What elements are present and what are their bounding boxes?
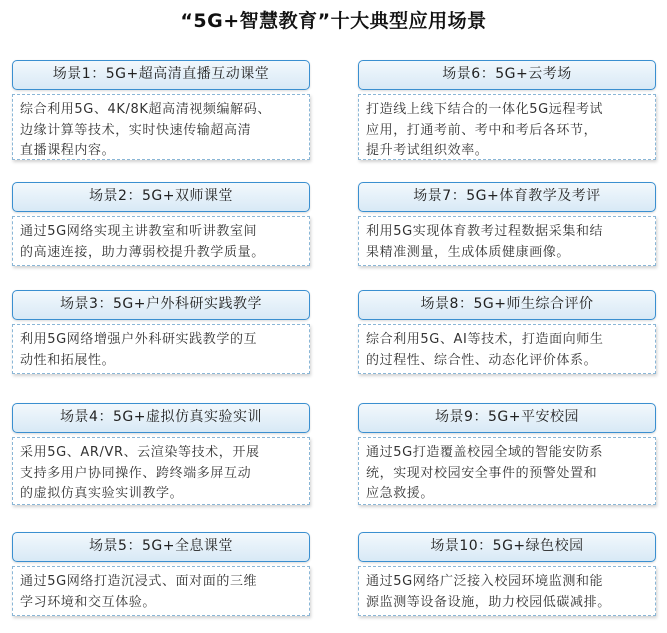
description-line: 应急救援。	[366, 486, 435, 501]
description-line: 通过5G网络实现主讲教室和听讲教室间	[20, 224, 258, 239]
description-line: 的高速连接，助力薄弱校提升教学质量。	[20, 244, 265, 260]
description-line: 动性和拓展性。	[20, 352, 116, 368]
scenario-description	[358, 216, 656, 266]
scenario-heading: 场景1：5G+超高清直播互动课堂	[12, 60, 310, 90]
description-line: 利用5G网络增强户外科研实践教学的互	[20, 332, 258, 347]
description-line: 直播课程内容。	[20, 143, 116, 158]
description-line: 综合利用5G、4K/8K超高清视频编解码、	[20, 102, 271, 117]
scenario-heading: 场景5：5G+全息课堂	[12, 532, 310, 562]
scenario-description	[12, 566, 310, 616]
scenario-heading: 场景3：5G+户外科研实践教学	[12, 290, 310, 320]
scenario-heading: 场景7：5G+体育教学及考评	[358, 182, 656, 212]
scenario-description	[358, 566, 656, 616]
scenario-description	[12, 437, 310, 505]
description-line: 果精准测量，生成体质健康画像。	[366, 244, 571, 260]
scenario-description	[358, 437, 656, 505]
scenario-heading: 场景4：5G+虚拟仿真实验实训	[12, 403, 310, 433]
description-line: 支持多用户协同操作、跨终端多屏互动	[20, 465, 252, 481]
scenario-heading: 场景2：5G+双师课堂	[12, 182, 310, 212]
scenario-description	[12, 94, 310, 160]
scenario-description	[358, 94, 656, 160]
scenario-heading: 场景9：5G+平安校园	[358, 403, 656, 433]
page-title: “5G+智慧教育”十大典型应用场景	[180, 10, 487, 32]
scenario-description	[12, 216, 310, 266]
description-line: 通过5G网络广泛接入校园环境监测和能	[366, 574, 604, 589]
description-line: 学习环境和交互体验。	[20, 594, 157, 610]
description-line: 利用5G实现体育教考过程数据采集和结	[366, 224, 604, 239]
description-line: 综合利用5G、AI等技术，打造面向师生	[366, 332, 604, 347]
description-line: 通过5G打造覆盖校园全域的智能安防系	[366, 445, 604, 460]
scenario-description	[358, 324, 656, 374]
description-line: 通过5G网络打造沉浸式、面对面的三维	[20, 574, 258, 589]
description-line: 应用，打通考前、考中和考后各环节，	[366, 122, 598, 138]
scenario-heading: 场景6：5G+云考场	[358, 60, 656, 90]
description-line: 的虚拟仿真实验实训教学。	[20, 486, 184, 501]
description-line: 的过程性、综合性、动态化评价体系。	[366, 352, 598, 368]
scenario-description	[12, 324, 310, 374]
description-line: 提升考试组织效率。	[366, 143, 489, 158]
scenario-heading: 场景8：5G+师生综合评价	[358, 290, 656, 320]
description-line: 采用5G、AR/VR、云渲染等技术，开展	[20, 445, 260, 460]
scenario-heading: 场景10：5G+绿色校园	[358, 532, 656, 562]
description-line: 源监测等设备设施，助力校园低碳减排。	[366, 594, 611, 610]
description-line: 打造线上线下结合的一体化5G远程考试	[366, 102, 604, 117]
description-line: 边缘计算等技术，实时快速传输超高清	[20, 122, 252, 138]
description-line: 统，实现对校园安全事件的预警处置和	[366, 465, 598, 481]
